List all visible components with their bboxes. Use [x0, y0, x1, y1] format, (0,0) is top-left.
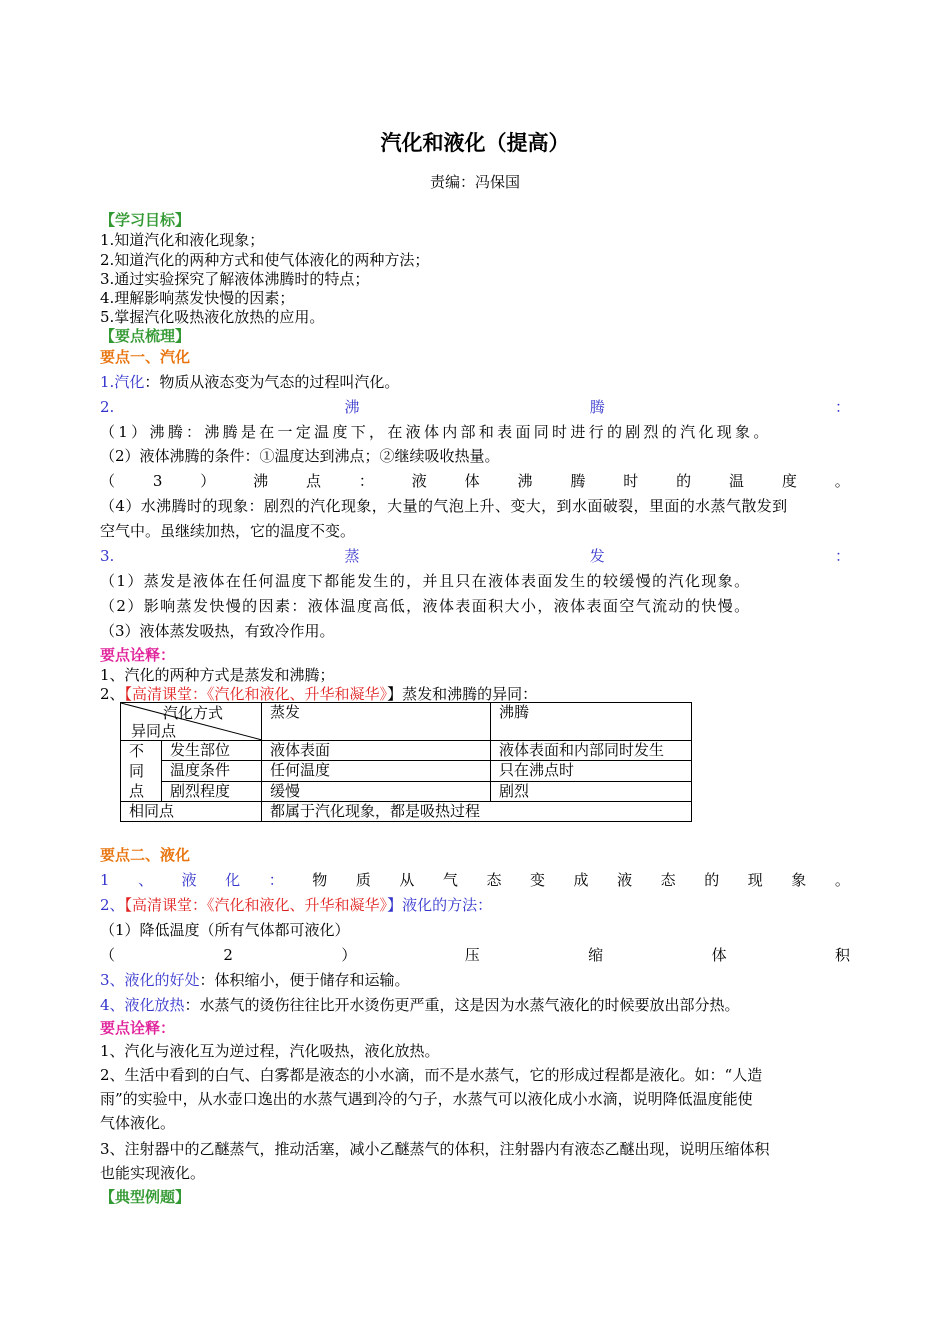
text-fragment: ） [200, 472, 216, 490]
text-fragment: 2、 [100, 685, 125, 703]
text-fragment: ： [834, 398, 850, 416]
boiling-point-4: （4）水沸腾时的现象：剧烈的汽化现象，大量的气泡上升、变大，到水面破裂，里面的水蒸气散发到 [100, 497, 788, 515]
text-fragment: 腾 [570, 472, 586, 490]
goal-item: 1.知道汽化和液化现象； [100, 231, 265, 249]
term-vaporization: 汽化 [114, 373, 145, 391]
text-fragment: 温 [729, 472, 745, 490]
course-link[interactable]: 【高清课堂：《汽化和液化、升华和凝华》 [124, 896, 388, 914]
evaporation-cell: 液体表面 [262, 741, 491, 761]
text-fragment: 2 [223, 946, 233, 964]
note-item: 1、汽化的两种方式是蒸发和沸腾； [100, 666, 335, 684]
text-fragment: ：体积缩小，便于储存和运输。 [199, 971, 410, 989]
liquefaction-heat [100, 995, 740, 1015]
heading-boiling [100, 397, 850, 417]
evaporation-point-1: （1）蒸发是液体在任何温度下都能发生的，并且只在液体表面发生的较缓慢的汽化现象。 [100, 572, 751, 590]
editor-credit: 责编：冯保国 [429, 173, 520, 191]
term-benefit: 3、液化的好处 [100, 971, 200, 989]
text-fragment: 气 [442, 871, 458, 889]
header-top-label: 汽化方式 [163, 704, 224, 722]
definition-text: ：物质从液态变为气态的过程叫汽化。 [144, 373, 400, 391]
text-fragment: 态 [660, 871, 676, 889]
text-fragment: 变 [530, 871, 546, 889]
text-fragment: 点 [306, 472, 322, 490]
note-item-cont: 雨”的实验中，从水壶口逸出的水蒸气遇到冷的勺子，水蒸气可以液化成小水滴，说明降低温度能使 [100, 1090, 753, 1108]
header-bottom-label: 异同点 [131, 722, 177, 740]
text-fragment: 成 [573, 871, 589, 889]
text-fragment: 1 [100, 871, 110, 889]
text-fragment: 沸 [517, 472, 533, 490]
boiling-point-3 [100, 471, 850, 491]
text-fragment: 体 [711, 946, 727, 964]
col-header-boiling: 沸腾 [491, 703, 692, 741]
evaporation-point-3: （3）液体蒸发吸热，有致冷作用。 [100, 622, 335, 640]
text-fragment: 液 [181, 871, 197, 889]
text-fragment: 腾 [589, 398, 605, 416]
boiling-cell: 剧烈 [491, 781, 692, 801]
aspect-cell: 剧烈程度 [162, 781, 262, 801]
text-fragment: 点 [129, 782, 145, 800]
note-heading: 要点诠释： [100, 646, 176, 664]
liquefaction-benefit [100, 970, 410, 990]
text-fragment: 同 [129, 762, 145, 780]
boiling-point-1: （1）沸腾：沸腾是在一定温度下，在液体内部和表面同时进行的剧烈的汽化现象。 [100, 423, 772, 441]
section-key-points: 【要点梳理】 [100, 327, 191, 345]
text-fragment: 的 [704, 871, 720, 889]
text-fragment: ： [268, 871, 284, 889]
text-fragment: ） [341, 946, 357, 964]
text-fragment: 缩 [588, 946, 604, 964]
definition-liquefaction [100, 870, 850, 890]
definition-vaporization [100, 372, 399, 392]
table-diagonal-line [120, 702, 263, 741]
evaporation-cell: 缓慢 [262, 781, 491, 801]
goal-item: 5.掌握汽化吸热液化放热的应用。 [100, 308, 325, 326]
text-fragment: 2、 [100, 896, 125, 914]
text-fragment: 化 [225, 871, 241, 889]
text-fragment: ： [358, 472, 374, 490]
heading-vaporization: 要点一、汽化 [100, 348, 191, 366]
same-text-cell: 都属于汽化现象，都是吸热过程 [262, 802, 692, 822]
text-fragment: 积 [834, 946, 850, 964]
note-item: 1、汽化与液化互为逆过程，汽化吸热，液化放热。 [100, 1042, 440, 1060]
text-fragment: 液 [617, 871, 633, 889]
item-number: 1. [100, 373, 115, 391]
text-fragment: 3 [152, 472, 163, 490]
text-fragment: 质 [355, 871, 371, 889]
method-2 [100, 945, 850, 965]
note-item: 2、生活中看到的白气、白雾都是液态的小水滴，而不是水蒸气，它的形成过程都是液化。如：“人造 [100, 1066, 763, 1084]
boiling-point-2: （2）液体沸腾的条件：①温度达到沸点；②继续吸收热量。 [100, 447, 500, 465]
boiling-cell: 只在沸点时 [491, 761, 692, 781]
text-fragment: 物 [312, 871, 328, 889]
diff-group-label [121, 741, 162, 802]
note-item-cont: 也能实现液化。 [100, 1164, 206, 1182]
text-fragment: 2. [100, 398, 115, 416]
text-fragment: 沸 [344, 398, 360, 416]
text-fragment: 液 [411, 472, 427, 490]
text-fragment: 蒸 [344, 547, 360, 565]
text-fragment: 从 [399, 871, 415, 889]
section-learning-goals: 【学习目标】 [100, 211, 191, 229]
text-fragment: 时 [623, 472, 639, 490]
note-heading: 要点诠释： [100, 1019, 176, 1037]
boiling-cell: 液体表面和内部同时发生 [491, 741, 692, 761]
note-item [100, 684, 537, 704]
col-header-evaporation: 蒸发 [262, 703, 491, 741]
text-fragment: 沸 [253, 472, 269, 490]
text-fragment: 】蒸发和沸腾的异同： [387, 685, 538, 703]
text-fragment: 。 [834, 871, 850, 889]
text-fragment: 、 [138, 871, 154, 889]
note-item: 3、注射器中的乙醚蒸气，推动活塞，减小乙醚蒸气的体积，注射器内有液态乙醚出现，说明压缩体积 [100, 1140, 770, 1158]
text-fragment: 3. [100, 547, 115, 565]
note-item-cont: 气体液化。 [100, 1114, 176, 1132]
text-fragment: 态 [486, 871, 502, 889]
aspect-cell: 发生部位 [162, 741, 262, 761]
text-fragment: ：水蒸气的烫伤往往比开水烫伤更严重，这是因为水蒸气液化的时候要放出部分热。 [184, 996, 740, 1014]
text-fragment: 体 [464, 472, 480, 490]
evaporation-point-2: （2）影响蒸发快慢的因素：液体温度高低，液体表面积大小，液体表面空气流动的快慢。 [100, 597, 751, 615]
aspect-cell: 温度条件 [162, 761, 262, 781]
goal-item: 2.知道汽化的两种方式和使气体液化的两种方法； [100, 251, 430, 269]
method-1: （1）降低温度（所有气体都可液化） [100, 921, 350, 939]
liquefaction-methods [100, 895, 492, 915]
text-fragment: 。 [834, 472, 850, 490]
text-fragment: 】液化的方法： [387, 896, 493, 914]
section-examples: 【典型例题】 [100, 1188, 191, 1206]
text-fragment: ： [834, 547, 850, 565]
text-fragment: 度 [781, 472, 797, 490]
text-fragment: 的 [676, 472, 692, 490]
text-fragment: 压 [464, 946, 480, 964]
term-heat-release: 4、液化放热 [100, 996, 185, 1014]
heading-evaporation [100, 546, 850, 566]
heading-liquefaction: 要点二、液化 [100, 846, 191, 864]
text-fragment: 现 [747, 871, 763, 889]
same-label-cell: 相同点 [121, 802, 262, 822]
text-fragment: 不 [129, 742, 145, 760]
goal-item: 3.通过实验探究了解液体沸腾时的特点； [100, 270, 370, 288]
boiling-point-4-cont: 空气中。虽继续加热，它的温度不变。 [100, 522, 356, 540]
text-fragment: （ [100, 472, 116, 490]
page-title: 汽化和液化（提高） [380, 130, 570, 155]
goal-item: 4.理解影响蒸发快慢的因素； [100, 289, 295, 307]
text-fragment: 象 [791, 871, 807, 889]
evaporation-cell: 任何温度 [262, 761, 491, 781]
text-fragment: 发 [589, 547, 605, 565]
text-fragment: （ [100, 946, 116, 964]
course-link[interactable]: 【高清课堂：《汽化和液化、升华和凝华》 [124, 685, 388, 703]
